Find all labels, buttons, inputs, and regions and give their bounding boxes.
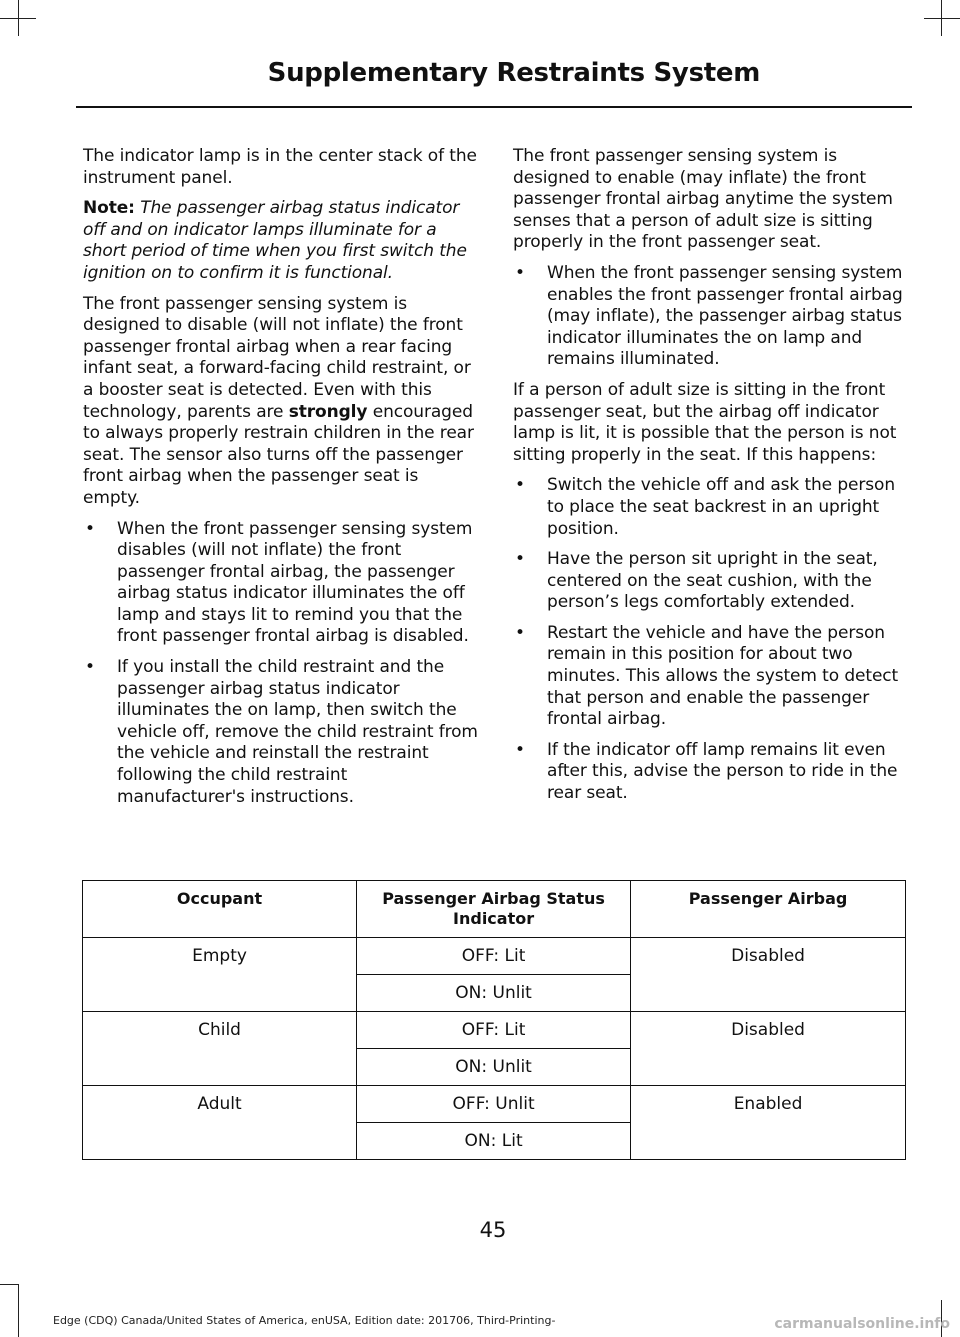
- column-header-passenger-airbag: Passenger Airbag: [631, 881, 906, 938]
- table-row: [83, 938, 906, 975]
- crop-mark: [18, 1284, 19, 1337]
- bullet-icon: •: [515, 622, 525, 643]
- list-item: [513, 623, 908, 731]
- table-header-row: [83, 881, 906, 938]
- airbag-cell: Enabled: [631, 1086, 906, 1160]
- list-item-text: Have the person sit upright in the seat, centered on the seat cushion, with the person’s legs comfortably extended.: [547, 549, 878, 613]
- status-cell: ON: Lit: [357, 1123, 631, 1160]
- list-item-text: If you install the child restraint and the passenger airbag status indicator illuminates the on lamp, then switch the vehicle off, remove the child restraint from the vehicle and reinstall the restraint following the child restraint manufacturer's instructions.: [117, 657, 478, 807]
- list-item-text: Switch the vehicle off and ask the person to place the seat backrest in an upright position.: [547, 475, 896, 539]
- paragraph-text: The front passenger sensing system is designed to disable (will not inflate) the front passenger frontal airbag when a rear facing infant seat, a forward-facing child restraint, or a booster seat is detected. Even with this technology, parents are: [83, 293, 471, 422]
- table-row: [83, 1012, 906, 1049]
- list-item: [83, 519, 478, 649]
- airbag-cell: Disabled: [631, 938, 906, 1012]
- bullet-list: [513, 263, 908, 371]
- bullet-icon: •: [515, 475, 525, 496]
- header-divider: [76, 106, 912, 108]
- crop-mark: [18, 0, 19, 36]
- table-row: [83, 1086, 906, 1123]
- occupant-cell: Child: [83, 1012, 357, 1086]
- status-cell: OFF: Unlit: [357, 1086, 631, 1123]
- bullet-icon: •: [85, 518, 95, 539]
- paragraph: The indicator lamp is in the center stack of the instrument panel.: [83, 146, 477, 188]
- bullet-icon: •: [515, 739, 525, 760]
- list-item: [513, 549, 908, 614]
- occupant-cell: Adult: [83, 1086, 357, 1160]
- bullet-list: [83, 519, 478, 809]
- airbag-cell: Disabled: [631, 1012, 906, 1086]
- list-item: [513, 740, 908, 805]
- page-number: 45: [479, 1218, 507, 1242]
- note-text: The passenger airbag status indicator off and on indicator lamps illuminate for a short period of time when you first switch the ignition on to confirm it is functional.: [83, 198, 467, 283]
- list-item-text: When the front passenger sensing system disables (will not inflate) the front passenger frontal airbag, the passenger airbag status indicator illuminates the off lamp and stays lit to remind you that the front passenger frontal airbag is disabled.: [117, 518, 473, 647]
- paragraph: If a person of adult size is sitting in the front passenger seat, but the airbag off indicator lamp is lit, it is possible that the person is not sitting properly in the seat. If this happens:: [513, 379, 897, 465]
- watermark: carmanualsonline.info: [774, 1316, 950, 1332]
- footer-edition-text: Edge (CDQ) Canada/United States of America, enUSA, Edition date: 201706, Third-Printing-: [53, 1314, 556, 1327]
- paragraph: [83, 294, 478, 510]
- list-item: [513, 475, 908, 540]
- airbag-status-table: [82, 880, 906, 1160]
- paragraph-text: encouraged to always properly restrain children in the rear seat. The sensor also turns off the passenger front airbag when the passenger seat is empty.: [83, 401, 474, 508]
- list-item: [83, 657, 478, 808]
- list-item-text: Restart the vehicle and have the person remain in this position for about two minutes. This allows the system to detect that person and enable the passenger frontal airbag.: [547, 622, 899, 730]
- list-item-text: If the indicator off lamp remains lit even after this, advise the person to ride in the rear seat.: [547, 739, 898, 804]
- left-column: [83, 146, 478, 817]
- crop-mark: [0, 1284, 18, 1285]
- crop-mark: [941, 0, 942, 36]
- crop-mark: [924, 18, 960, 19]
- bullet-icon: •: [85, 657, 95, 678]
- list-item: [513, 263, 908, 371]
- bullet-icon: •: [515, 262, 525, 283]
- status-cell: ON: Unlit: [357, 975, 631, 1012]
- bullet-list: [513, 475, 908, 804]
- occupant-cell: Empty: [83, 938, 357, 1012]
- right-column: [513, 146, 908, 814]
- emphasis-text: strongly: [288, 401, 368, 422]
- note-label: Note:: [83, 198, 135, 219]
- status-cell: ON: Unlit: [357, 1049, 631, 1086]
- note-paragraph: [83, 198, 478, 284]
- status-cell: OFF: Lit: [357, 1012, 631, 1049]
- bullet-icon: •: [515, 549, 525, 570]
- page-title: Supplementary Restraints System: [267, 58, 760, 88]
- column-header-occupant: Occupant: [83, 881, 357, 938]
- status-cell: OFF: Lit: [357, 938, 631, 975]
- list-item-text: When the front passenger sensing system enables the front passenger frontal airbag (may inflate), the passenger airbag status indicator illuminates the on lamp and remains illuminated.: [547, 262, 903, 370]
- column-header-status-indicator: Passenger Airbag Status Indicator: [357, 881, 631, 938]
- paragraph: The front passenger sensing system is designed to enable (may inflate) the front passenger frontal airbag anytime the system senses that a person of adult size is sitting properly in the front passenger seat.: [513, 146, 893, 253]
